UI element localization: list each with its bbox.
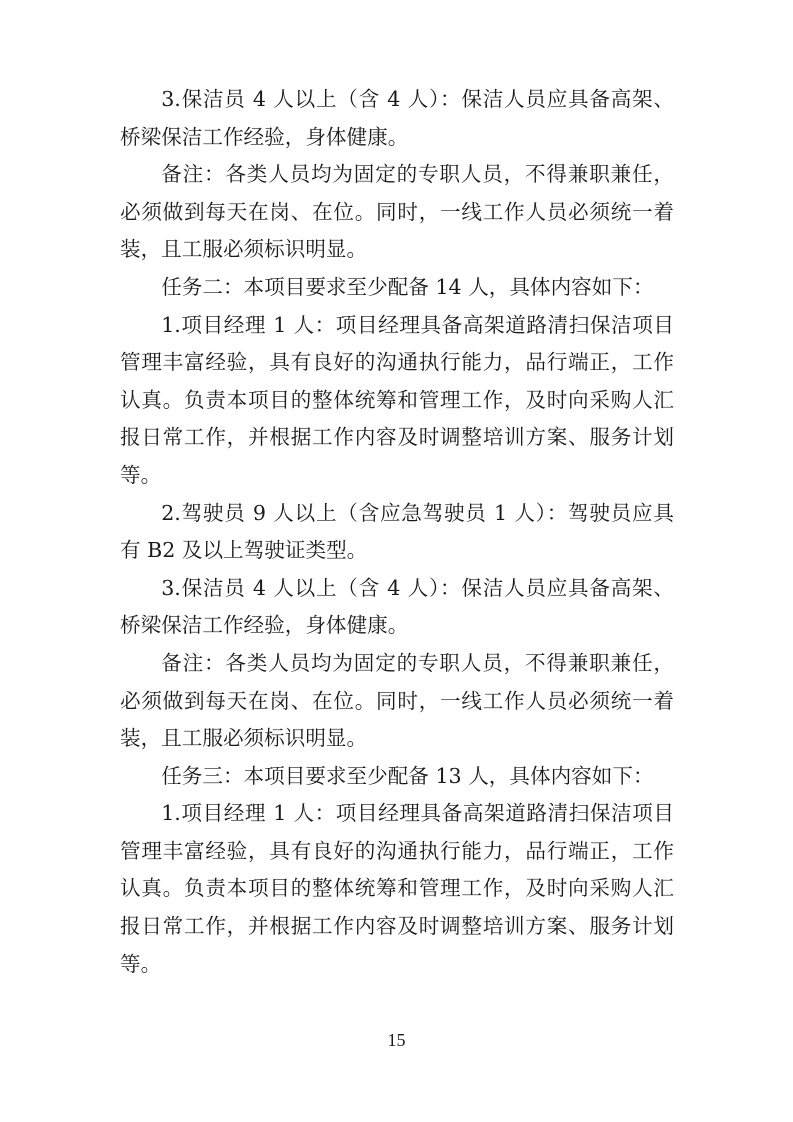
- paragraph-task2-heading: 任务二：本项目要求至少配备 14 人，具体内容如下：: [161, 274, 654, 299]
- paragraph-note-task1: 备注：各类人员均为固定的专职人员，不得兼职兼任，必须做到每天在岗、在位。同时，一线工作人员必须统一着装，且工服必须标识明显。: [120, 162, 674, 262]
- paragraph-cleaners-task1: 3.保洁员 4 人以上（含 4 人）：保洁人员应具备高架、桥梁保洁工作经验，身体健康。: [120, 87, 674, 149]
- paragraph-project-manager-task3: 1.项目经理 1 人：项目经理具备高架道路清扫保洁项目管理丰富经验，具有良好的沟通执行能力，品行端正，工作认真。负责本项目的整体统筹和管理工作，及时向采购人汇报日常工作，并根据工作内容及时调整培训方案、服务计划等。: [120, 801, 674, 976]
- paragraph-cleaners-task2: 3.保洁员 4 人以上（含 4 人）：保洁人员应具备高架、桥梁保洁工作经验，身体健康。: [120, 575, 674, 638]
- paragraph-task3-heading: 任务三：本项目要求至少配备 13 人，具体内容如下：: [161, 763, 654, 788]
- body-text: [120, 81, 674, 983]
- paragraph-note-task2: 备注：各类人员均为固定的专职人员，不得兼职兼任，必须做到每天在岗、在位。同时，一线工作人员必须统一着装，且工服必须标识明显。: [120, 650, 674, 751]
- paragraph-project-manager-task2: 1.项目经理 1 人：项目经理具备高架道路清扫保洁项目管理丰富经验，具有良好的沟通执行能力，品行端正，工作认真。负责本项目的整体统筹和管理工作，及时向采购人汇报日常工作，并根据工作内容及时调整培训方案、服务计划等。: [120, 312, 674, 487]
- page-number: 15: [387, 1030, 406, 1050]
- paragraph-drivers-task2: 2.驾驶员 9 人以上（含应急驾驶员 1 人）：驾驶员应具有 B2 及以上驾驶证类型。: [120, 500, 674, 563]
